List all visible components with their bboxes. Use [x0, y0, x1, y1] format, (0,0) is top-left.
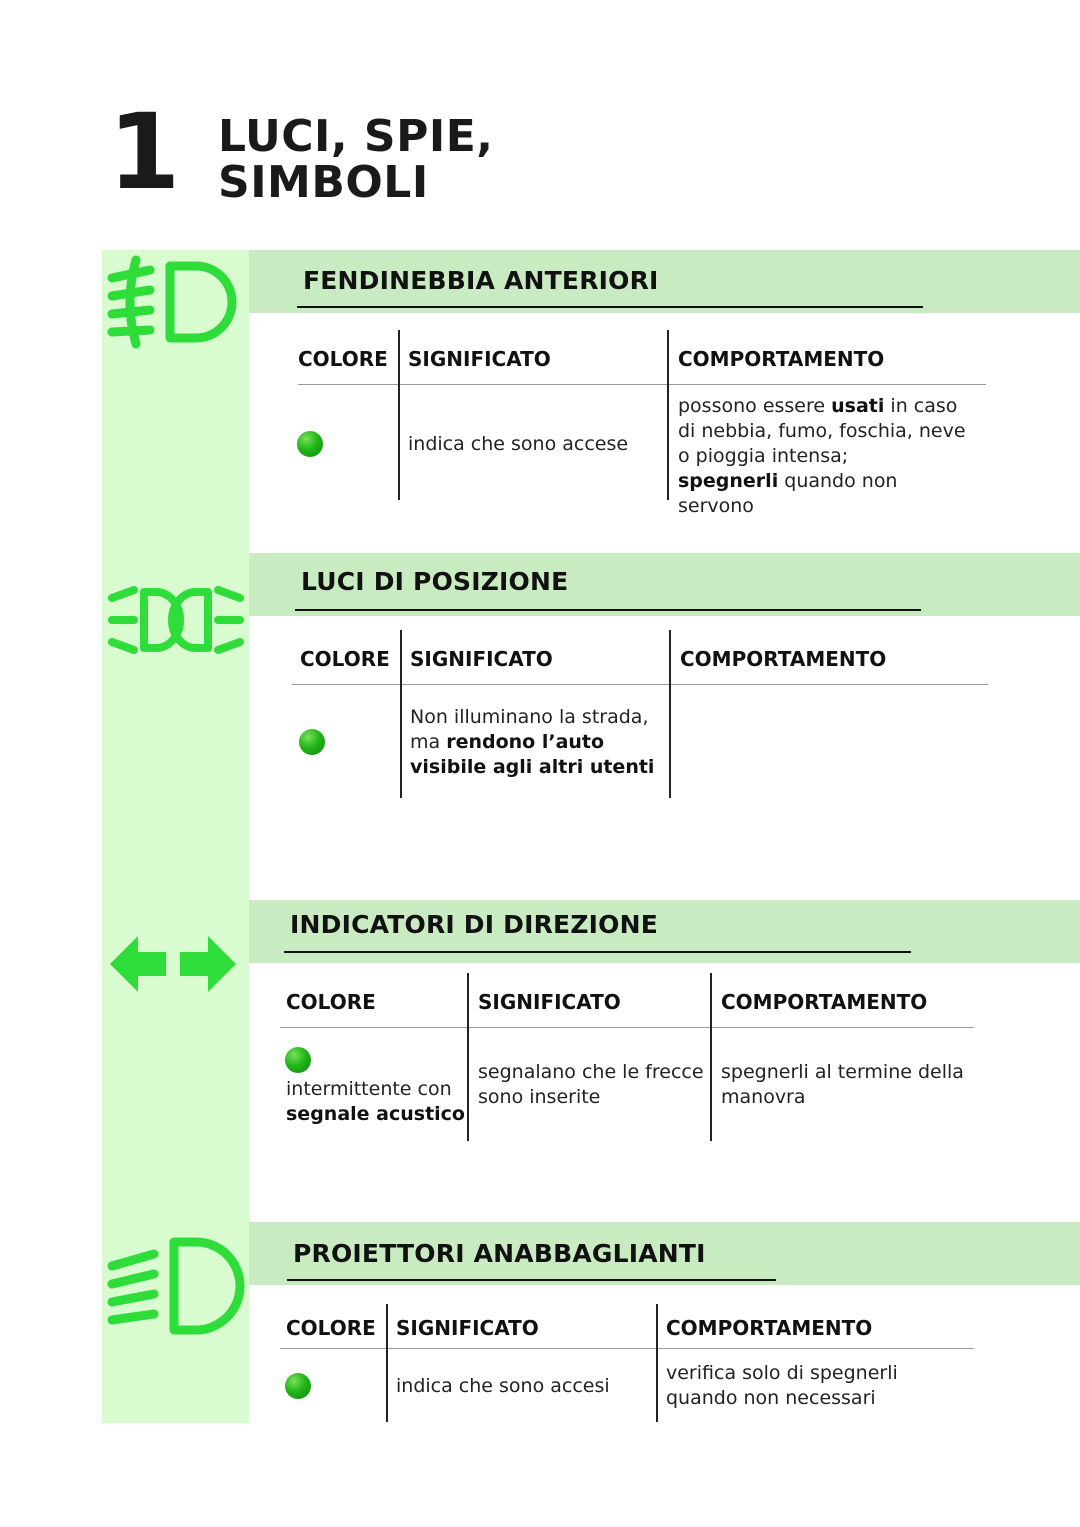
- header-comportamento: COMPORTAMENTO: [678, 347, 885, 371]
- section-title: LUCI DI POSIZIONE: [301, 567, 569, 596]
- green-status-dot: [299, 729, 325, 755]
- significato-text: segnalano che le frecce sono inserite: [478, 1061, 704, 1108]
- chapter-title-line-1: LUCI, SPIE,: [218, 111, 494, 162]
- section-title: PROIETTORI ANABBAGLIANTI: [293, 1239, 706, 1268]
- section-band-anabbaglianti: [249, 1222, 1080, 1285]
- header-divider: [280, 1348, 974, 1349]
- green-status-dot: [285, 1373, 311, 1399]
- column-divider: [467, 973, 469, 1141]
- section-band-posizione: [249, 553, 1080, 616]
- header-significato: SIGNIFICATO: [396, 1316, 539, 1340]
- header-significato: SIGNIFICATO: [478, 990, 621, 1014]
- green-status-dot: [285, 1047, 311, 1073]
- column-divider: [669, 630, 671, 798]
- column-divider: [656, 1304, 658, 1422]
- significato-text: indica che sono accesi: [396, 1375, 610, 1397]
- column-divider: [398, 330, 400, 500]
- title-underline: [284, 951, 911, 953]
- column-divider: [667, 330, 669, 500]
- section-band-direzione: [249, 900, 1080, 963]
- position-lights-icon: [106, 584, 246, 656]
- header-divider: [298, 384, 986, 385]
- chapter-title: [218, 111, 494, 208]
- column-divider: [400, 630, 402, 798]
- header-colore: COLORE: [298, 347, 388, 371]
- header-colore: COLORE: [286, 1316, 376, 1340]
- section-band-fendinebbia: [249, 250, 1080, 313]
- section-title: FENDINEBBIA ANTERIORI: [303, 266, 659, 295]
- front-fog-light-icon: [104, 252, 248, 352]
- comportamento-text: possono essere usati in caso di nebbia, fumo, foschia, neve o pioggia intensa; spegnerli quando non servono: [678, 395, 966, 517]
- green-status-dot: [297, 431, 323, 457]
- significato-text: Non illuminano la strada, ma rendono l’auto visibile agli altri utenti: [410, 706, 655, 778]
- header-colore: COLORE: [300, 647, 390, 671]
- chapter-title-line-2: SIMBOLI: [218, 157, 429, 208]
- turn-signal-arrows-icon: [108, 934, 238, 994]
- comportamento-text: spegnerli al termine della manovra: [721, 1061, 964, 1108]
- header-comportamento: COMPORTAMENTO: [680, 647, 887, 671]
- header-significato: SIGNIFICATO: [408, 347, 551, 371]
- chapter-number: 1: [108, 91, 179, 213]
- header-comportamento: COMPORTAMENTO: [721, 990, 928, 1014]
- significato-text: indica che sono accese: [408, 433, 629, 455]
- header-divider: [280, 1027, 974, 1028]
- header-comportamento: COMPORTAMENTO: [666, 1316, 873, 1340]
- comportamento-text: verifica solo di spegnerli quando non necessari: [666, 1362, 898, 1409]
- column-divider: [710, 973, 712, 1141]
- low-beam-headlight-icon: [104, 1236, 248, 1336]
- title-underline: [295, 609, 921, 611]
- section-title: INDICATORI DI DIREZIONE: [290, 910, 659, 939]
- colore-text: intermittente con segnale acustico: [286, 1078, 465, 1125]
- title-underline: [297, 306, 923, 308]
- column-divider: [386, 1304, 388, 1422]
- header-colore: COLORE: [286, 990, 376, 1014]
- header-divider: [292, 684, 988, 685]
- title-underline: [287, 1279, 776, 1281]
- header-significato: SIGNIFICATO: [410, 647, 553, 671]
